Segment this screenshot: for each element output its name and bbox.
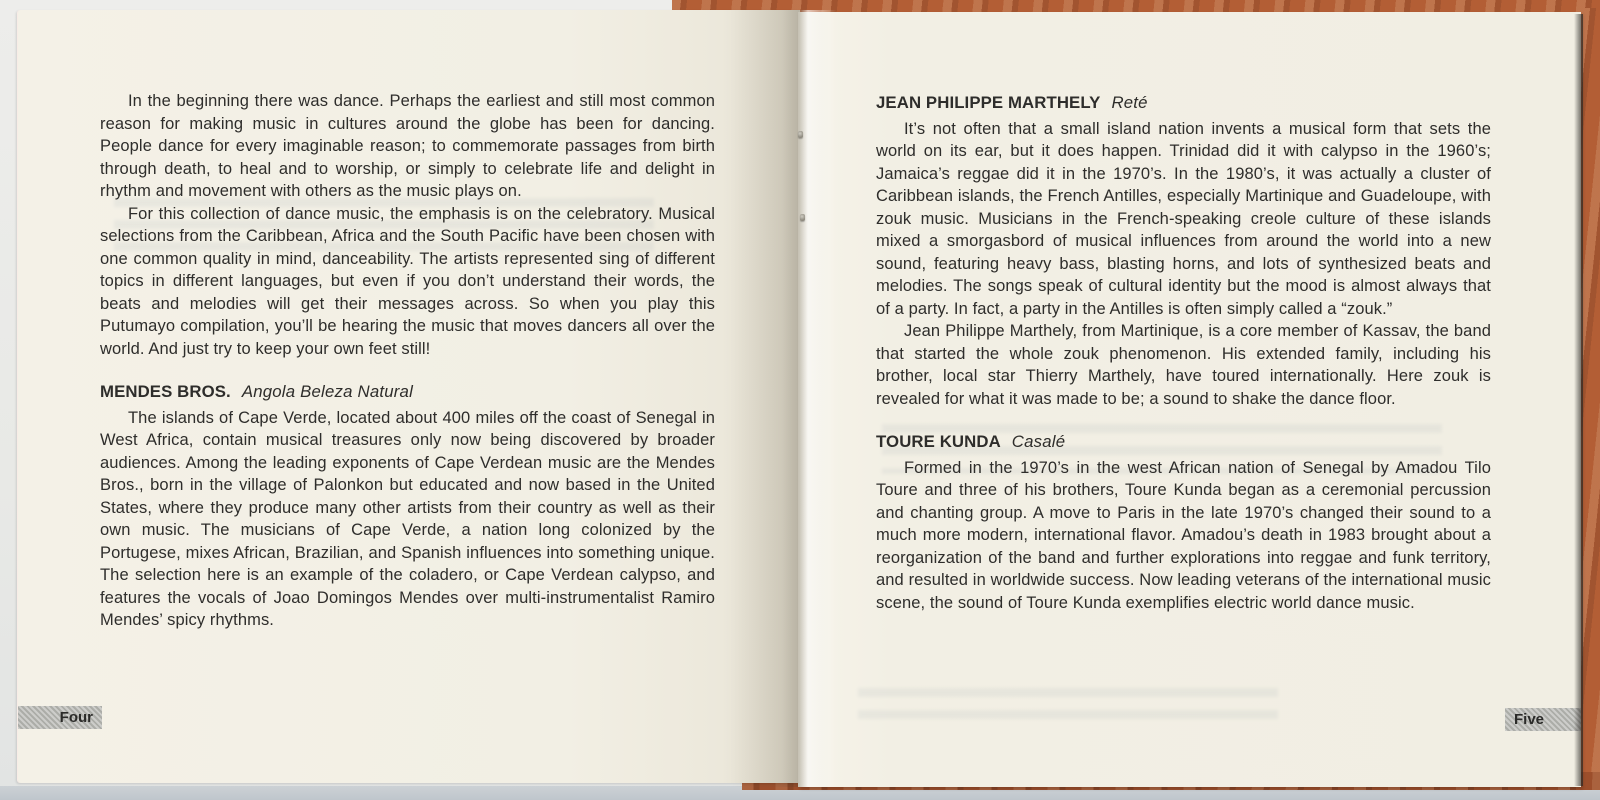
page-number-band [18,706,102,729]
right-text-column [876,92,1491,614]
artist-name: JEAN PHILIPPE MARTHELY [876,93,1101,112]
section-heading [876,431,1491,454]
intro-paragraph: In the beginning there was dance. Perhaps the earliest and still most common reason for making music in cultures around the globe has been for dancing. People dance for every imaginable reason; to commemorate passages from birth through death, to heal and to worship, or simply to celebrate life and delight in rhythm and movement with others as the music plays on. [100,92,715,200]
section-body-paragraph: It’s not often that a small island nation invents a musical form that sets the world on its ear, but it does happen. Trinidad did it with calypso in the 1960’s; Jamaica’s reggae did it in the 1970’s. In the 1980’s, it was actually a cluster of Caribbean islands, the French Antilles, especially Martinique and Guadeloupe, with zouk music. Musicians in the French-speaking creole culture of these islands mixed a smorgasbord of musical influences from around the world into a new sound, featuring heavy bass, blasting horns, and lots of synthesized beats and melodies. The songs speak of cultural identity but the mood is almost always that of a party. In fact, a party in the Antilles is often simply called a “zouk.” [876,119,1491,318]
section-body-paragraph: Formed in the 1970’s in the west African nation of Senegal by Amadou Tilo Toure and three of his brothers, Toure Kunda began as a ceremonial percussion and chanting group. A move to Paris in the late 1970’s changed their sound to a much more modern, international flavor. Amadou’s death in 1983 brought about a reorganization of the band and further explorations into reggae and funk territory, and resulted in worldwide success. Now leading veterans of the international music scene, the sound of Toure Kunda exemplifies electric world dance music. [876,458,1491,612]
section-body-paragraph: Jean Philippe Marthely, from Martinique, is a core member of Kassav, the band that started the whole zouk phenomenon. His extended family, including his brother, local star Thierry Marthely, have toured internationally. Here zouk is revealed for what it was made to be; a sound to shake the dance floor. [876,322,1491,408]
staple [800,214,805,221]
section-body-paragraph: The islands of Cape Verde, located about 400 miles off the coast of Senegal in West Africa, contain musical treasures only now being discovered by broader audiences. Among the leading exponents of Cape Verdean music are the Mendes Bros., born in the village of Palonkon but educated and now based in the United States, where they produce many other artists from their country as well as their own music. The musicians of Cape Verde, a nation long colonized by the Portugese, mixes African, Brazilian, and Spanish influences into something unique. The selection here is an example of the coladero, or Cape Verdean calypso, and features the vocals of Joao Domingos Mendes over multi-instrumentalist Ramiro Mendes’ spicy rhythms. [100,408,715,629]
track-title: Casalé [1011,432,1066,451]
right-page [798,12,1581,787]
artist-name: MENDES BROS. [100,382,231,401]
section-heading [876,92,1491,115]
ink-bleedthrough [858,688,1278,728]
staple [798,131,803,138]
track-title: Reté [1111,93,1148,112]
page-number-label: Five [1514,711,1545,728]
left-text-column [100,90,715,632]
artist-name: TOURE KUNDA [876,432,1001,451]
page-stack-edge-shadow [1574,14,1583,786]
track-title: Angola Beleza Natural [241,382,413,401]
page-number-label: Four [59,709,93,726]
left-page [18,10,800,783]
page-number-band [1505,708,1581,731]
intro-paragraph: For this collection of dance music, the emphasis is on the celebratory. Musical selections from the Caribbean, Africa and the South Pacific have been chosen with one common quality in mind, danceability. The artists represented sing of different topics in different languages, but even if you don’t understand their words, the beats and melodies will get their messages across. So when you play this Putumayo compilation, you’ll be hearing the music that moves dancers all over the world. And just try to keep your own feet still! [100,204,715,358]
section-heading [100,381,715,404]
booklet-cover-edge-right [1581,8,1600,790]
